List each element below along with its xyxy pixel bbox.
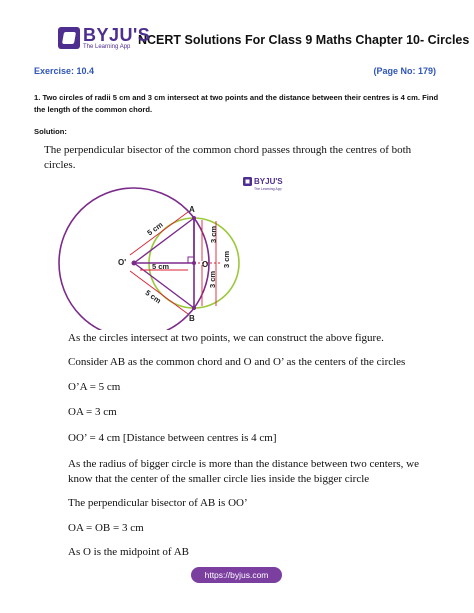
- length-OpA: 5 cm: [145, 220, 165, 238]
- length-OpB: 5 cm: [143, 288, 163, 306]
- text-line-1: As the circles intersect at two points, we can construct the above figure.: [68, 332, 384, 344]
- text-line-8: OA = OB = 3 cm: [68, 522, 144, 534]
- length-OB: 3 cm: [208, 270, 217, 288]
- two-circles-diagram: [0, 170, 474, 330]
- byjus-logo-icon: [58, 27, 80, 49]
- intro-text: The perpendicular bisector of the common chord passes through the centres of both circles.: [44, 144, 412, 171]
- page-number: (Page No: 179): [373, 66, 436, 76]
- solution-label: Solution:: [34, 127, 67, 136]
- point-A: [192, 216, 196, 220]
- label-A: A: [189, 205, 195, 214]
- footer-url-link[interactable]: https://byjus.com: [191, 567, 282, 583]
- text-line-3: O’A = 5 cm: [68, 381, 121, 393]
- text-line-2: Consider AB as the common chord and O and O’ as the centers of the circles: [68, 356, 406, 368]
- text-line-4: OA = 3 cm: [68, 406, 117, 418]
- label-Oprime: O': [118, 258, 127, 267]
- length-OA: 3 cm: [209, 225, 218, 243]
- length-right: 3 cm: [222, 250, 231, 268]
- big-circle: [59, 188, 209, 330]
- page-header: [58, 22, 469, 58]
- question-text: 1. Two circles of radii 5 cm and 3 cm intersect at two points and the distance between their centres is 4 cm. Find the length of the common chord.: [34, 93, 439, 114]
- exercise-row: [34, 66, 436, 76]
- text-line-7: The perpendicular bisector of AB is OO’: [68, 497, 248, 509]
- logo-text: BYJU'S: [83, 25, 151, 45]
- label-B: B: [189, 314, 195, 323]
- page-title: NCERT Solutions For Class 9 Maths Chapter 10- Circles: [138, 33, 470, 47]
- point-B: [192, 306, 196, 310]
- watermark-logo: [243, 177, 283, 191]
- logo-tagline: The Learning App: [83, 44, 131, 50]
- point-Oprime: [132, 261, 137, 266]
- point-O: [192, 261, 196, 265]
- watermark-text: BYJU'S: [254, 177, 283, 186]
- length-OpO: 5 cm: [152, 262, 170, 271]
- text-line-9: As O is the midpoint of AB: [68, 546, 190, 558]
- watermark-tagline: The Learning App: [254, 187, 282, 191]
- label-O: O: [202, 260, 209, 269]
- exercise-label: Exercise: 10.4: [34, 66, 95, 76]
- byjus-logo: [58, 25, 151, 55]
- line-OpA: [134, 218, 194, 263]
- text-line-5: OO’ = 4 cm [Distance between centres is 4 cm]: [68, 432, 277, 444]
- text-para-6: As the radius of bigger circle is more than the distance between two centers, we know that the center of the smaller circle lies inside the bigger circle: [68, 458, 419, 485]
